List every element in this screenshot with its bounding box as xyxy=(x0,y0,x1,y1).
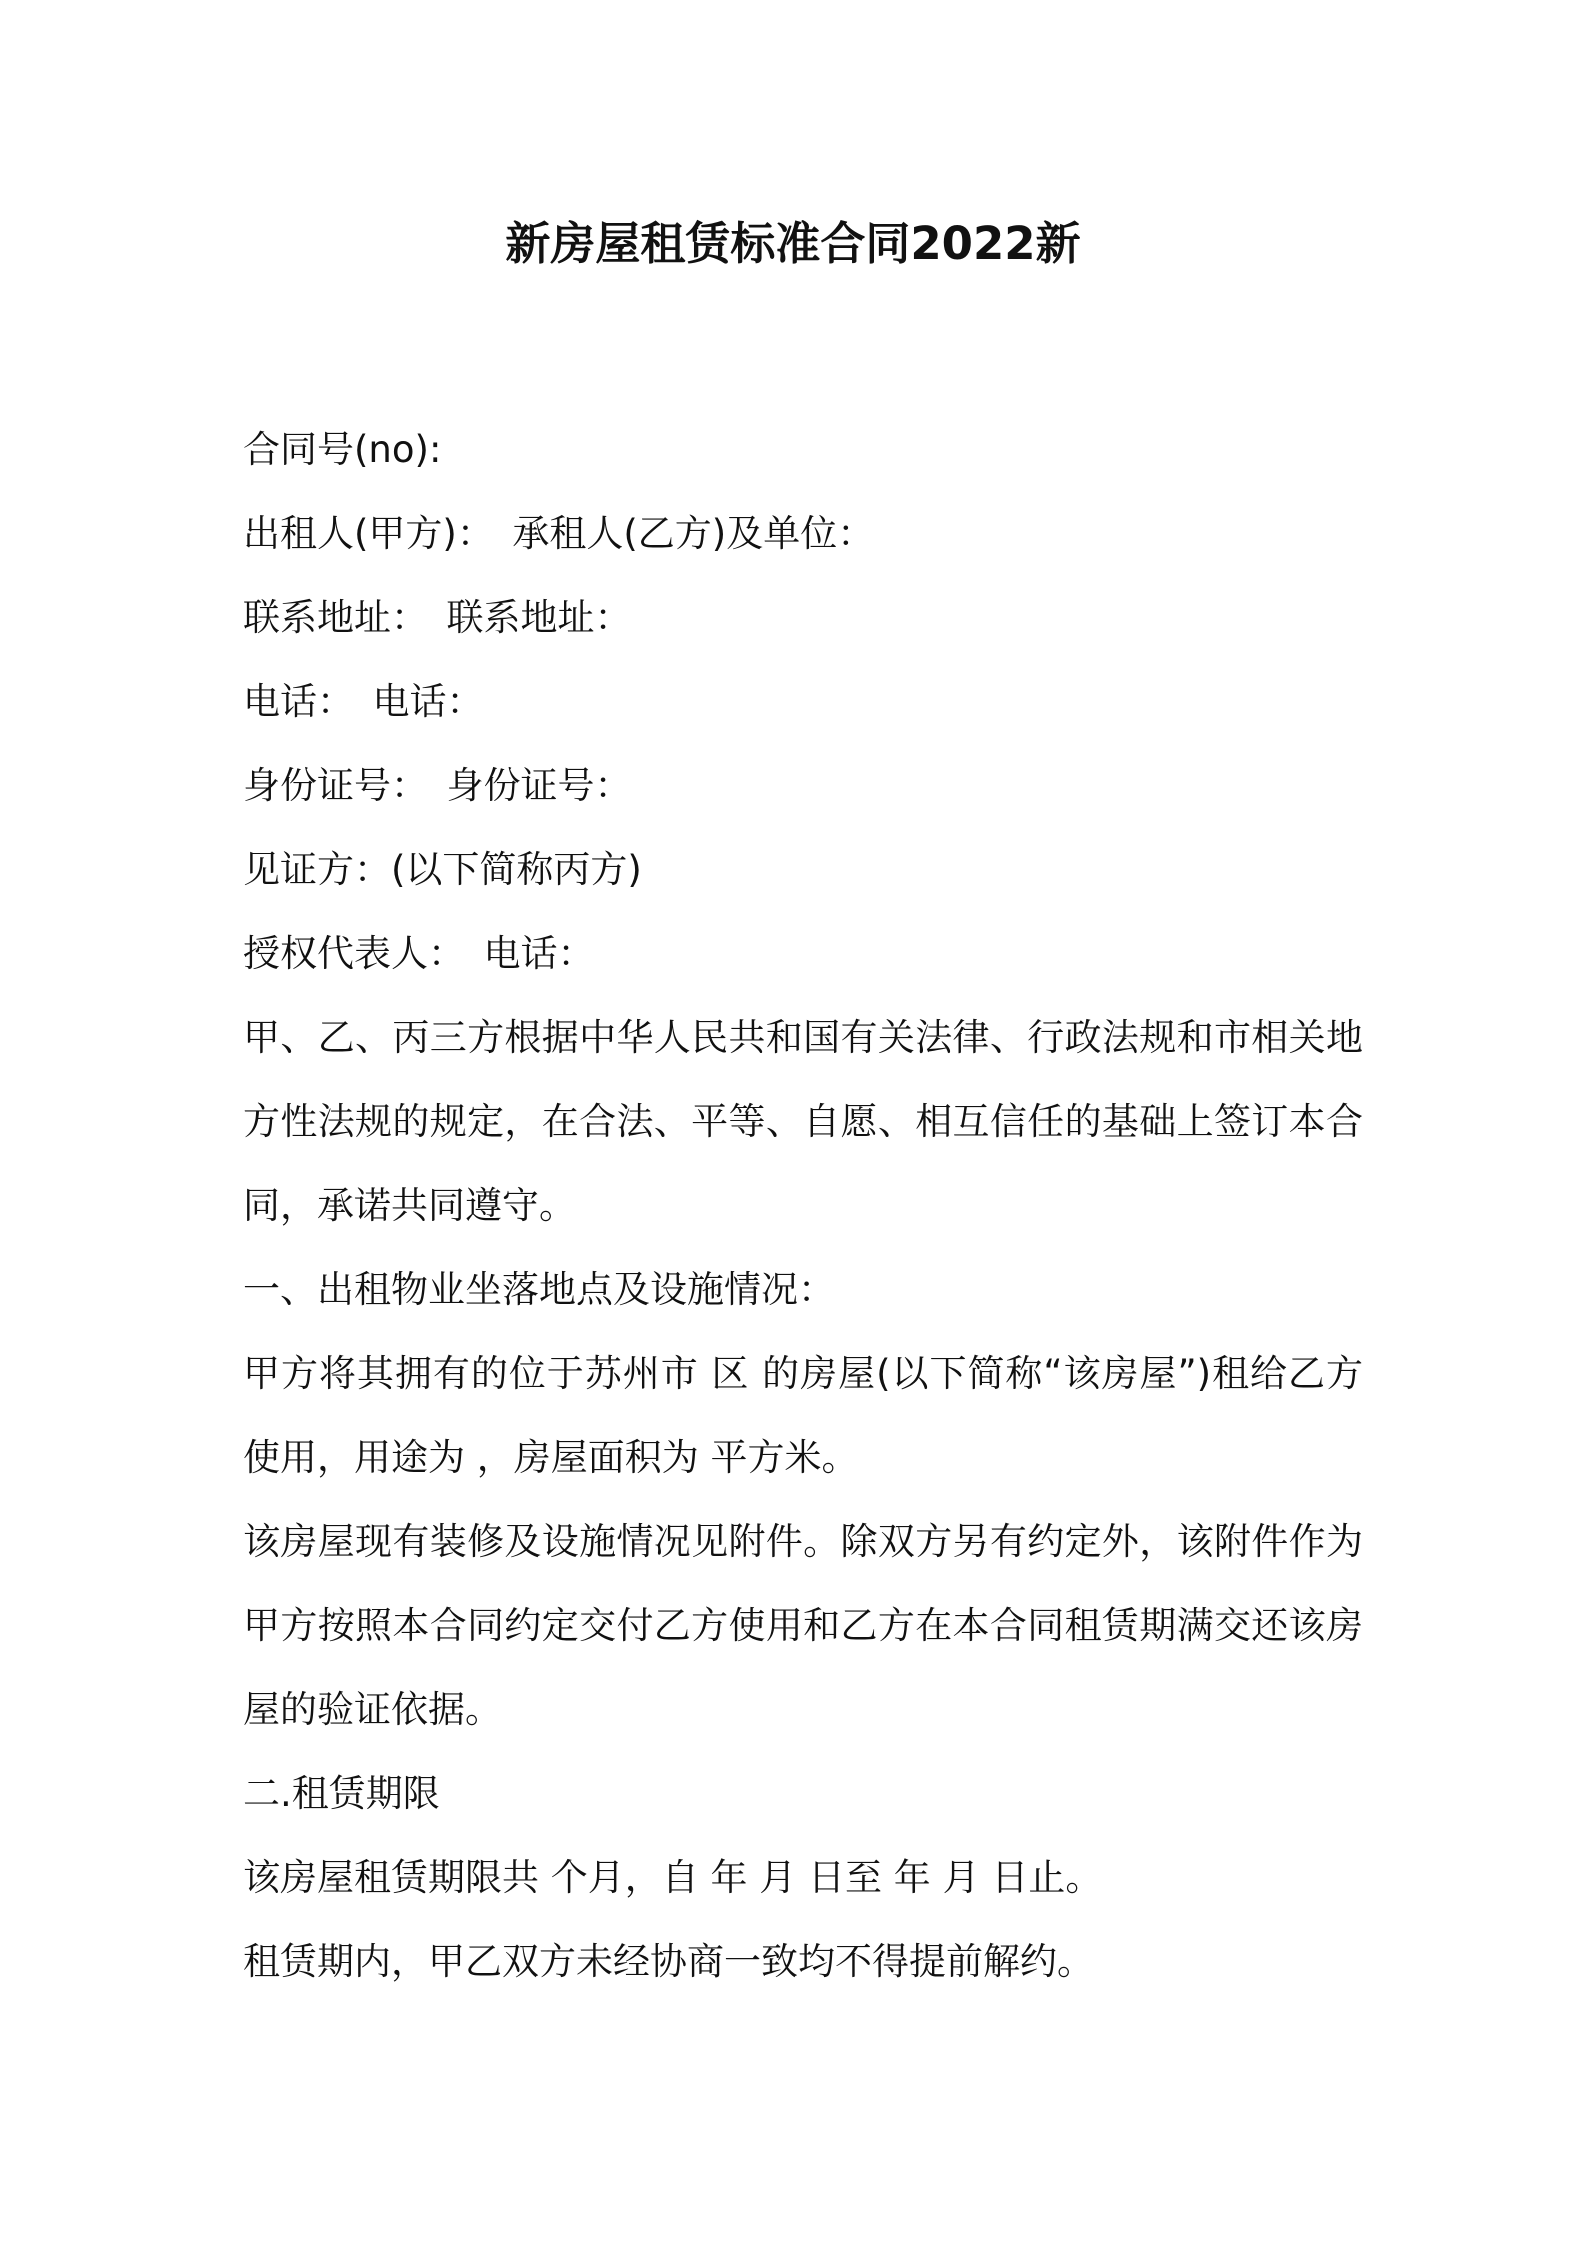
document-body xyxy=(243,408,1363,2004)
section-1-paragraph-2: 该房屋现有装修及设施情况见附件。除双方另有约定外，该附件作为甲方按照本合同约定交付乙方使用和乙方在本合同租赁期满交还该房屋的验证依据。 xyxy=(243,1520,1363,1731)
address-line: 联系地址： 联系地址： xyxy=(243,596,632,639)
contract-number-line: 合同号(no): xyxy=(243,428,442,471)
section-1-paragraph-1: 甲方将其拥有的位于苏州市 区 的房屋(以下简称“该房屋”)租给乙方使用，用途为 ，房屋面积为 平方米。 xyxy=(243,1352,1363,1479)
authorized-rep-line: 授权代表人： 电话： xyxy=(243,932,595,975)
preamble-paragraph: 甲、乙、丙三方根据中华人民共和国有关法律、行政法规和市相关地方性法规的规定，在合法、平等、自愿、相互信任的基础上签订本合同，承诺共同遵守。 xyxy=(243,1016,1363,1227)
section-1-heading: 一、出租物业坐落地点及设施情况： xyxy=(243,1268,835,1311)
section-2-paragraph-2: 租赁期内，甲乙双方未经协商一致均不得提前解约。 xyxy=(243,1940,1094,1983)
lessor-lessee-line: 出租人(甲方)： 承租人(乙方)及单位： xyxy=(243,512,875,555)
phone-line: 电话： 电话： xyxy=(243,680,484,723)
document-title: 新房屋租赁标准合同2022新 xyxy=(505,217,1081,270)
section-2-paragraph-1: 该房屋租赁期限共 个月，自 年 月 日至 年 月 日止。 xyxy=(243,1856,1103,1899)
witness-line: 见证方：(以下简称丙方) xyxy=(243,848,642,891)
id-number-line: 身份证号： 身份证号： xyxy=(243,764,632,807)
section-2-heading: 二.租赁期限 xyxy=(243,1772,440,1815)
